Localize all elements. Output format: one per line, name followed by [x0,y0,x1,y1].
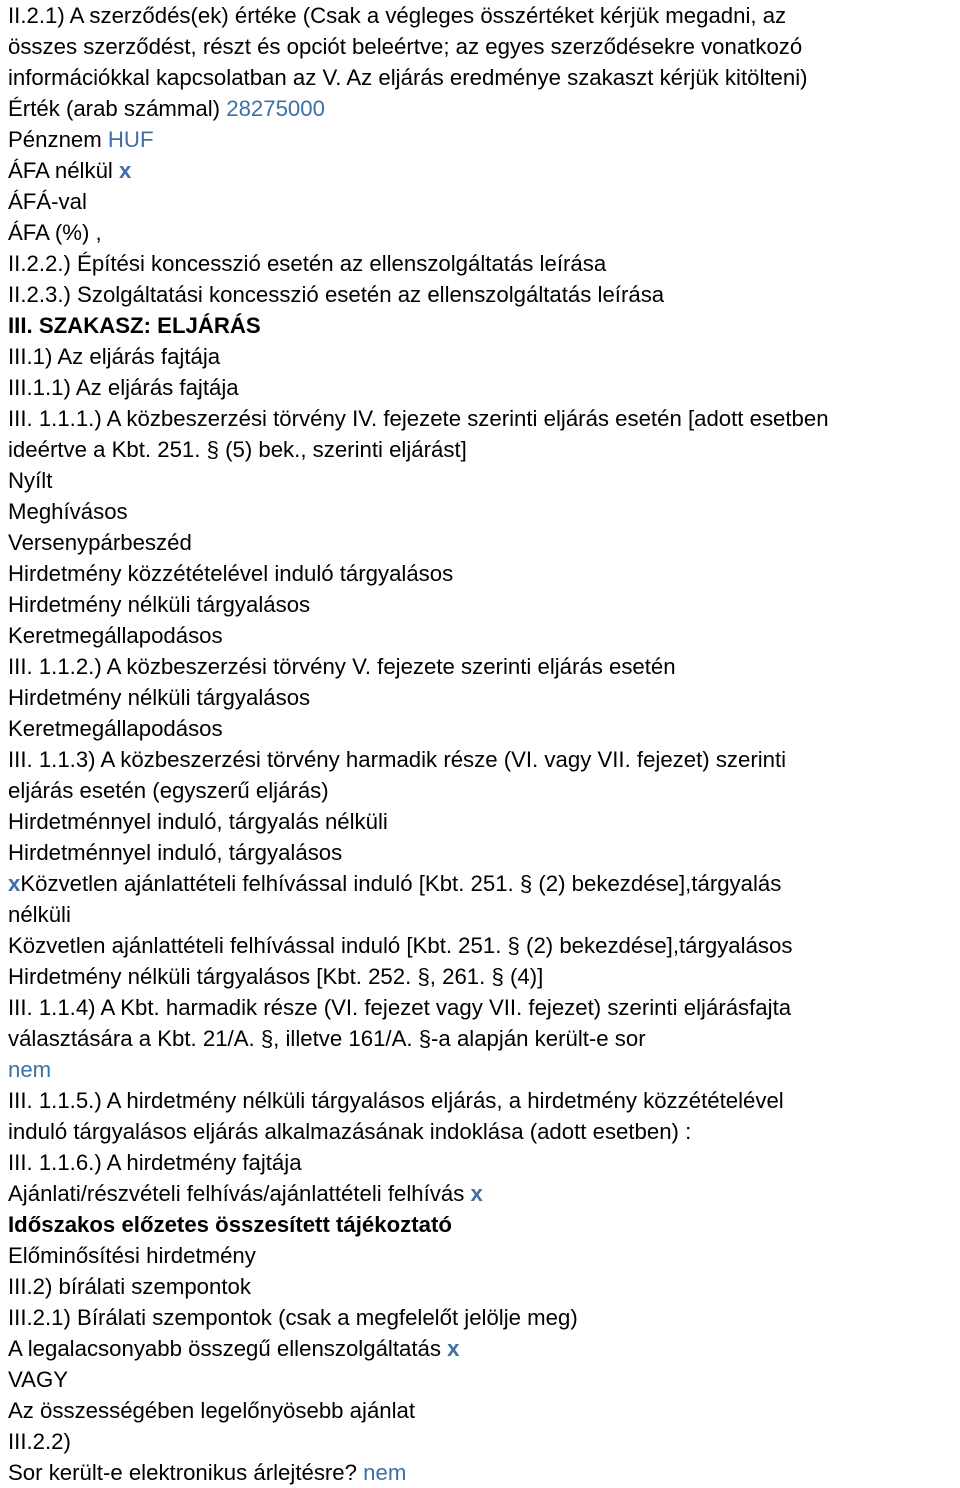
notice-type-heading: III. 1.1.6.) A hirdetmény fajtája [8,1150,302,1175]
vat-exclusive-mark: x [119,158,132,183]
chapter4-option: Hirdetmény közzétételével induló tárgyalásos [8,561,454,586]
criteria-or: VAGY [8,1367,69,1392]
auction-question: Sor került-e elektronikus árlejtésre? nem [8,1460,407,1485]
part3-heading-cont: eljárás esetén (egyszerű eljárás) [8,778,329,803]
criteria-sub-heading: III.2.1) Bírálati szempontok (csak a megfelelőt jelölje meg) [8,1305,578,1330]
criteria-option-selected: A legalacsonyabb összegű ellenszolgáltatás x [8,1336,460,1361]
section-sign-icon: § [519,871,533,896]
section-sign-icon: § [507,933,520,958]
vat-exclusive-label: ÁFA nélkül [8,158,120,183]
part3-option: Hirdetménnyel induló, tárgyalásos [8,840,343,865]
chapter5-option: Keretmegállapodásos [8,716,223,741]
services-concession: II.2.3.) Szolgáltatási koncesszió esetén az ellenszolgáltatás leírása [8,282,665,307]
part3-option-selected: xKözvetlen ajánlattételi felhívással induló [Kbt. 251. § (2) bekezdése],tárgyalás [8,871,782,896]
part3-option: Hirdetmény nélküli tárgyalásos [Kbt. 252. §, 261. § (4)] [8,964,544,989]
criteria-option: Az összességében legelőnyösebb ajánlat [8,1398,416,1423]
chapter4-option: Versenypárbeszéd [8,530,192,555]
auction-answer: nem [363,1460,407,1485]
selected-mark: x [447,1336,460,1361]
chapter4-heading-cont: ideértve a Kbt. 251. § (5) bek., szerinti eljárást] [8,437,467,462]
chapter5-heading: III. 1.1.2.) A közbeszerzési törvény V. fejezete szerinti eljárás esetén [8,654,676,679]
justification-heading-cont: induló tárgyalásos eljárás alkalmazásának indoklása (adott esetben) : [8,1119,692,1144]
value-row [8,93,958,124]
selected-mark: x [470,1181,483,1206]
contract-value-heading: II.2.1) A szerződés(ek) értéke (Csak a végleges összértéket kérjük megadni, az [8,3,787,28]
currency-row [8,124,958,155]
vat-inclusive-row: ÁFÁ-val [8,189,87,214]
part3-heading: III. 1.1.3) A közbeszerzési törvény harmadik része (VI. vagy VII. fejezet) szerinti [8,747,787,772]
contract-value-heading-cont: összes szerződést, részt és opciót beleértve; az egyes szerződésekre vonatkozó [8,34,803,59]
currency-label: Pénznem [8,127,108,152]
section-sign-icon: § [417,964,430,989]
procedure-choice-heading-cont: választására a Kbt. 21/A. §, illetve 161/A. §-a alapján került-e sor [8,1026,646,1051]
part3-option: Hirdetménnyel induló, tárgyalás nélküli [8,809,388,834]
value-label: Érték (arab számmal) [8,96,227,121]
currency-value: HUF [107,127,154,152]
notice-type-option: Előminősítési hirdetmény [8,1243,256,1268]
vat-exclusive-row [8,155,958,186]
chapter4-option: Hirdetmény nélküli tárgyalásos [8,592,311,617]
procedure-type: III.1) Az eljárás fajtája [8,344,221,369]
procedure-choice-answer: nem [8,1057,52,1082]
value-amount: 28275000 [226,96,325,121]
section-sign-icon: § [206,437,219,462]
part3-option: Közvetlen ajánlattételi felhívással induló [Kbt. 251. § (2) bekezdése],tárgyalásos [8,933,793,958]
notice-type-option-selected: Ajánlati/részvételi felhívás/ajánlattételi felhívás x [8,1181,483,1206]
chapter4-option: Keretmegállapodásos [8,623,223,648]
contract-value-heading-cont: információkkal kapcsolatban az V. Az eljárás eredménye szakaszt kérjük kitölteni) [8,65,808,90]
auction-heading: III.2.2) [8,1429,71,1454]
section-sign-icon: § [418,1026,432,1051]
chapter4-heading: III. 1.1.1.) A közbeszerzési törvény IV. fejezete szerinti eljárás esetén [adott esetben [8,406,829,431]
procedure-type-sub: III.1.1) Az eljárás fajtája [8,375,239,400]
procedure-choice-heading: III. 1.1.4) A Kbt. harmadik része (VI. fejezet vagy VII. fejezet) szerinti eljárásfajta [8,995,792,1020]
chapter5-option: Hirdetmény nélküli tárgyalásos [8,685,311,710]
section-3-title: III. SZAKASZ: ELJÁRÁS [8,313,261,338]
document-page [8,0,958,1488]
section-sign-icon: § [260,1026,274,1051]
chapter4-option: Meghívásos [8,499,128,524]
works-concession: II.2.2.) Építési koncesszió esetén az ellenszolgáltatás leírása [8,251,607,276]
criteria-heading: III.2) bírálati szempontok [8,1274,251,1299]
part3-option-selected-cont: nélküli [8,902,71,927]
justification-heading: III. 1.1.5.) A hirdetmény nélküli tárgyalásos eljárás, a hirdetmény közzétételével [8,1088,784,1113]
chapter4-option: Nyílt [8,468,53,493]
notice-type-option: Időszakos előzetes összesített tájékoztató [8,1212,452,1237]
section-sign-icon: § [491,964,504,989]
selected-mark: x [8,871,21,896]
vat-percent-row: ÁFA (%) , [8,220,102,245]
